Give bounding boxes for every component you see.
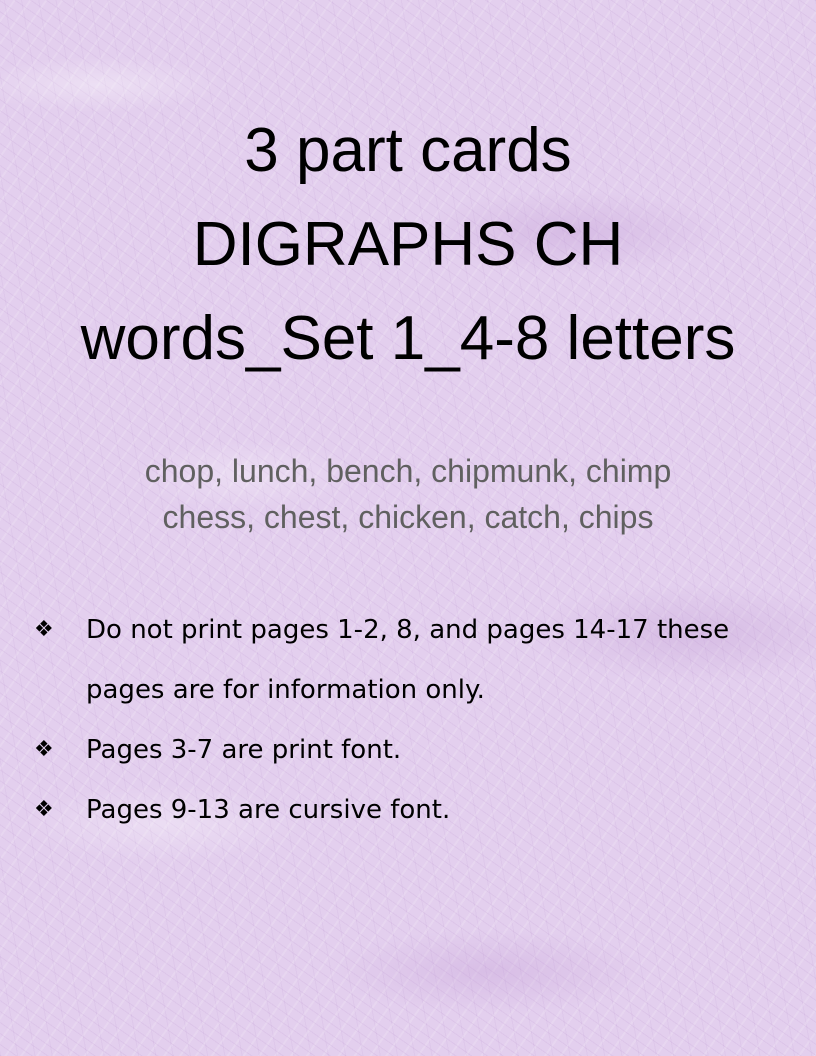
word-list-line-2: chess, chest, chicken, catch, chips bbox=[162, 499, 654, 535]
diamond-bullet-icon: ❖ bbox=[34, 617, 54, 642]
list-item bbox=[34, 720, 794, 780]
word-list-line-1: chop, lunch, bench, chipmunk, chimp bbox=[144, 453, 672, 489]
diamond-bullet-icon: ❖ bbox=[34, 737, 54, 762]
note-text: Pages 3-7 are print font. bbox=[86, 735, 402, 765]
note-text: Pages 9-13 are cursive font. bbox=[86, 795, 451, 825]
title-line-2: DIGRAPHS CH bbox=[192, 210, 624, 279]
word-list bbox=[0, 448, 816, 540]
print-notes-list bbox=[34, 600, 794, 840]
title-line-1: 3 part cards bbox=[244, 116, 572, 185]
list-item bbox=[34, 600, 794, 720]
note-text: Do not print pages 1-2, 8, and pages 14-17 these pages are for information only. bbox=[86, 615, 730, 705]
diamond-bullet-icon: ❖ bbox=[34, 797, 54, 822]
page-title bbox=[0, 104, 816, 386]
list-item bbox=[34, 780, 794, 840]
title-line-3: words_Set 1_4-8 letters bbox=[80, 304, 736, 373]
